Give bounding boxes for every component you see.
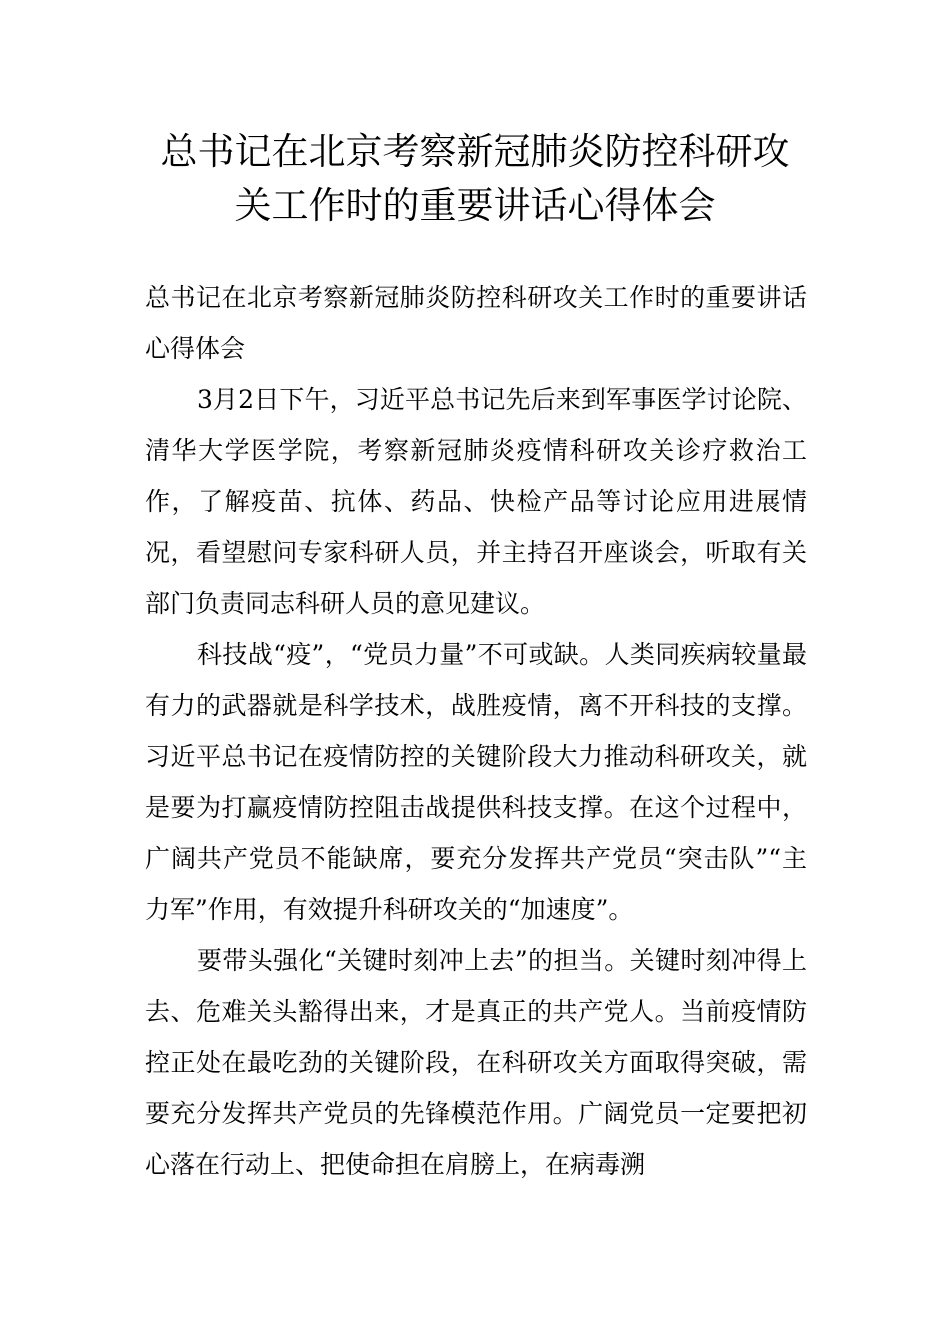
body-paragraph-3: 要带头强化“关键时刻冲上去”的担当。关键时刻冲得上去、危难关头豁得出来，才是真正的共产党人。当前疫情防控正处在最吃劲的关键阶段，在科研攻关方面取得突破，需要充分发挥共产党员的先锋模范作用。广阔党员一定要把初心落在行动上、把使命担在肩膀上，在病毒溯 [145,946,807,1179]
document-title-line-1: 总书记在北京考察新冠肺炎防控科研攻 [160,130,790,173]
document-body [145,272,807,1190]
subtitle-paragraph: 总书记在北京考察新冠肺炎防控科研攻关工作时的重要讲话心得体会 [145,283,807,363]
document-title [130,125,820,233]
document-title-line-2: 关工作时的重要讲话心得体会 [234,184,716,227]
body-paragraph-2: 科技战“疫”，“党员力量”不可或缺。人类同疾病较量最有力的武器就是科学技术，战胜疫情，离不开科技的支撑。习近平总书记在疫情防控的关键阶段大力推动科研攻关，就是要为打赢疫情防控阻击战提供科技支撑。在这个过程中，广阔共产党员不能缺席，要充分发挥共产党员“突击队”“主力军”作用，有效提升科研攻关的“加速度”。 [145,640,807,924]
body-paragraph-1: 3月2日下午，习近平总书记先后来到军事医学讨论院、清华大学医学院，考察新冠肺炎疫情科研攻关诊疗救治工作，了解疫苗、抗体、药品、快检产品等讨论应用进展情况，看望慰问专家科研人员，并主持召开座谈会，听取有关部门负责同志科研人员的意见建议。 [145,385,807,618]
